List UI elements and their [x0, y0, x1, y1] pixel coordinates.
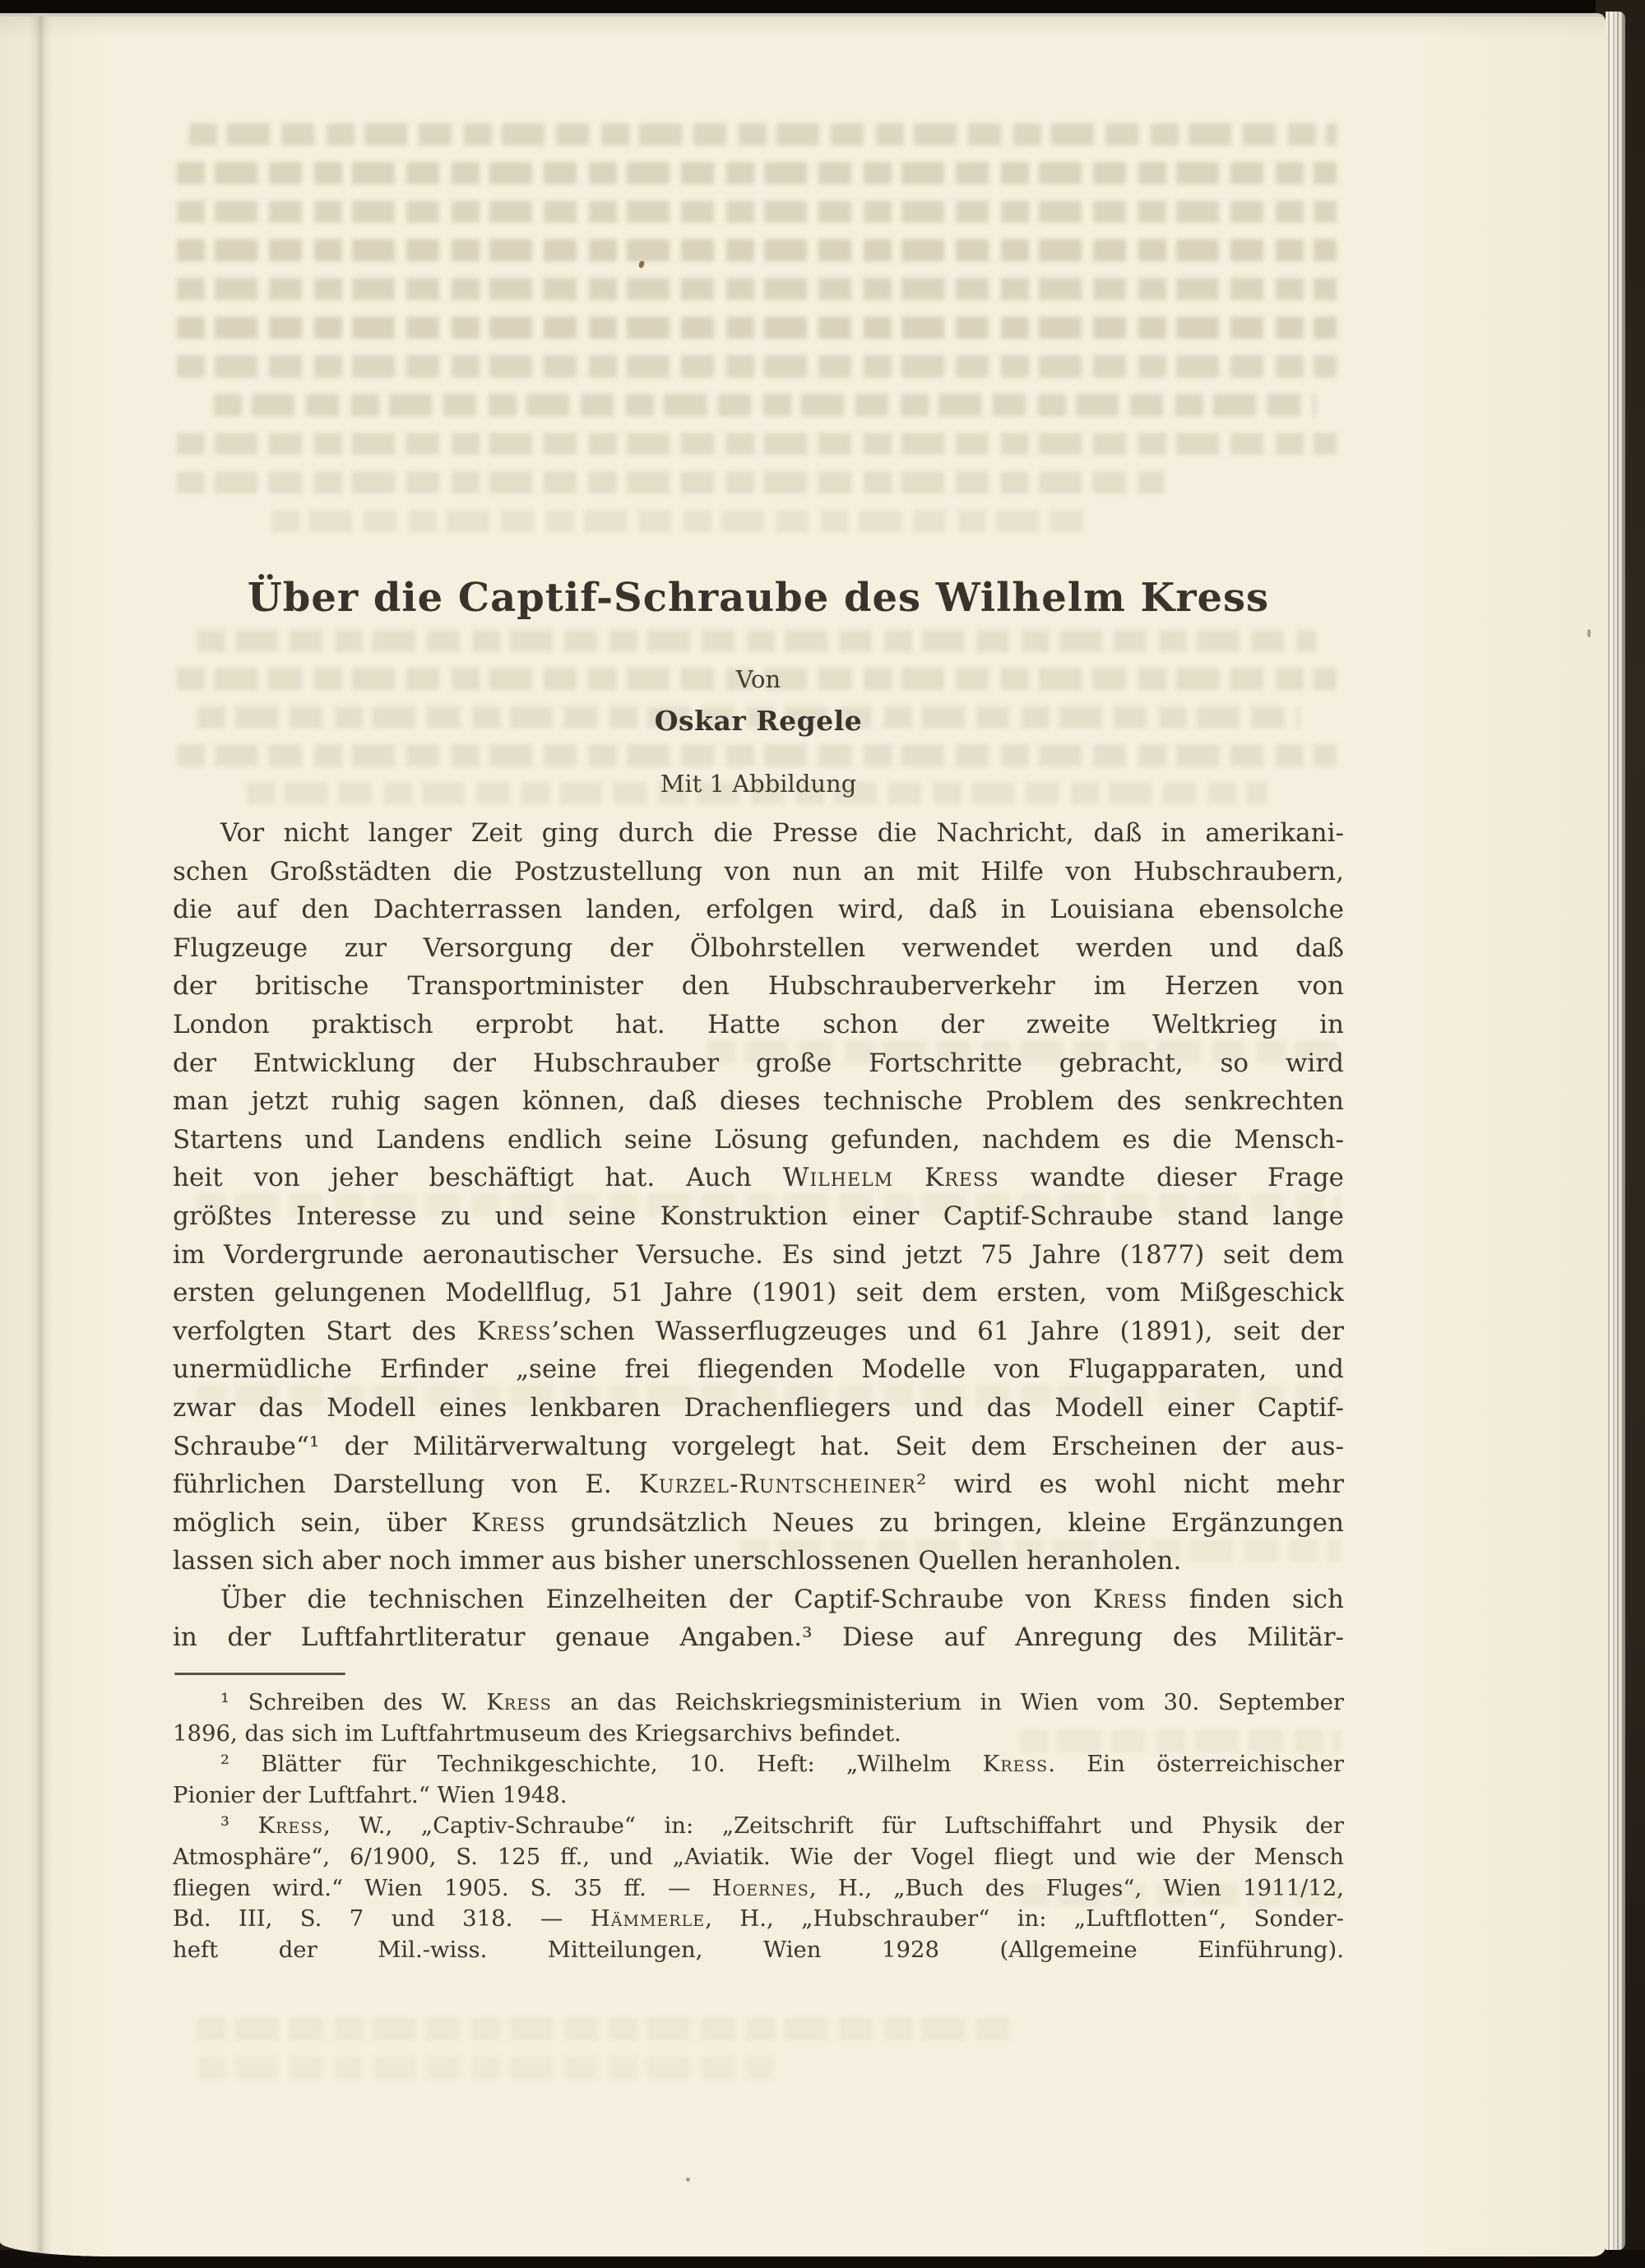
showthrough-line [177, 433, 1337, 455]
book-page [0, 13, 1606, 2256]
page-edge-stack [1606, 12, 1625, 2250]
gutter-crease-shadow [28, 16, 53, 2256]
footnote-line: ² Blätter für Technikgeschichte, 10. Heft: „Wilhelm Kress. Ein österreichischer [220, 1751, 1344, 1778]
article-heading [173, 575, 1344, 798]
author-name: Oskar Regele [654, 705, 863, 737]
body-text-line: der Entwicklung der Hubschrauber große Fortschritte gebracht, so wird [173, 1048, 1344, 1078]
body-text-line: in der Luftfahrtliteratur genaue Angaben.³ Diese auf Anregung des Militär- [173, 1622, 1344, 1653]
showthrough-line [177, 317, 1337, 339]
footnotes [173, 1687, 1344, 1965]
body-text-line: Startens und Landens endlich seine Lösung gefunden, nachdem es die Mensch- [173, 1124, 1344, 1155]
footnote-line: Bd. III, S. 7 und 318. — Hämmerle, H., „Hubschrauber“ in: „Luftflotten“, Sonder- [173, 1905, 1344, 1932]
body-text-line: die auf den Dachterrassen landen, erfolgen wird, daß in Louisiana ebensolche [173, 895, 1344, 925]
small-caps-name: Kress [486, 1689, 552, 1715]
footnote-line: Atmosphäre“, 6/1900, S. 125 ff., und „Aviatik. Wie der Vogel fliegt und wie der Mensch [173, 1843, 1344, 1870]
body-text-line: London praktisch erprobt hat. Hatte schon der zweite Weltkrieg in [173, 1009, 1344, 1039]
illustration-note: Mit 1 Abbildung [660, 770, 857, 798]
article-body [173, 814, 1344, 1657]
small-caps-name: Hoernes [711, 1874, 809, 1901]
small-caps-name: Kress [1093, 1584, 1168, 1614]
small-caps-name: Kress [257, 1812, 324, 1840]
body-text-line: unermüdliche Erfinder „seine frei fliegenden Modelle von Flugapparaten, und [173, 1354, 1344, 1385]
byline-prefix: Von [735, 665, 781, 693]
showthrough-line [271, 510, 1094, 532]
small-caps-name: Kress [982, 1751, 1049, 1778]
body-text-line: der britische Transportminister den Hubschrauberverkehr im Herzen von [173, 971, 1344, 1002]
small-caps-name: Kress [470, 1507, 546, 1538]
showthrough-line [177, 278, 1337, 300]
small-caps-name: Wilhelm [782, 1163, 894, 1193]
showthrough-line [197, 2018, 1020, 2040]
body-text-line: zwar das Modell eines lenkbaren Drachenfliegers und das Modell einer Captif- [173, 1392, 1344, 1423]
paper-speck [638, 260, 646, 269]
showthrough-line [177, 201, 1337, 223]
photo-backdrop-top [0, 0, 1645, 13]
body-text-line: möglich sein, über Kress grundsätzlich Neues zu bringen, kleine Ergänzungen [173, 1507, 1344, 1538]
small-caps-name: Kress [476, 1316, 552, 1346]
showthrough-line [177, 355, 1337, 377]
showthrough-line [177, 471, 1164, 493]
footnote-line: 1896, das sich im Luftfahrtmuseum des Kriegsarchivs befindet. [173, 1720, 901, 1747]
body-text-line: man jetzt ruhig sagen können, daß dieses technische Problem des senkrechten [173, 1086, 1344, 1117]
footnote-line: fliegen wird.“ Wien 1905. S. 35 ff. — Hoernes, H., „Buch des Fluges“, Wien 1911/12, [173, 1874, 1344, 1901]
body-text-line: führlichen Darstellung von E. Kurzel-Runtscheiner² wird es wohl nicht mehr [173, 1470, 1344, 1500]
article-title: Über die Captif-Schraube des Wilhelm Kress [247, 575, 1270, 621]
body-text-line: Vor nicht langer Zeit ging durch die Presse die Nachricht, daß in amerikani- [220, 818, 1344, 848]
footnote-line: Pionier der Luftfahrt.“ Wien 1948. [173, 1781, 568, 1808]
footnote-rule [174, 1673, 345, 1675]
footnote-line: heft der Mil.-wiss. Mitteilungen, Wien 1928 (Allgemeine Einführung). [173, 1936, 1344, 1963]
body-text-line: verfolgten Start des Kress’schen Wasserflugzeuges und 61 Jahre (1891), seit der [173, 1316, 1344, 1346]
paper-speck [1587, 629, 1591, 637]
body-text-line: Schraube“¹ der Militärverwaltung vorgelegt hat. Seit dem Erscheinen der aus- [173, 1431, 1344, 1461]
showthrough-line [197, 2057, 773, 2079]
body-text-line: ersten gelungenen Modellflug, 51 Jahre (1901) seit dem ersten, vom Mißgeschick [173, 1278, 1344, 1308]
showthrough-line [189, 123, 1337, 146]
small-caps-name: Kurzel-Runtscheiner [638, 1470, 916, 1500]
body-text-line: größtes Interesse zu und seine Konstruktion einer Captif-Schraube stand lange [173, 1201, 1344, 1231]
footnote-line: ³ Kress, W., „Captiv-Schraube“ in: „Zeitschrift für Luftschiffahrt und Physik der [220, 1812, 1344, 1840]
showthrough-line [177, 239, 1337, 262]
body-text-line: Über die technischen Einzelheiten der Captif-Schraube von Kress finden sich [220, 1584, 1344, 1614]
paper-speck [686, 2178, 690, 2182]
small-caps-name: Kress [924, 1163, 999, 1193]
body-text-line: heit von jeher beschäftigt hat. Auch Wilhelm Kress wandte dieser Frage [173, 1163, 1344, 1193]
body-text-line: lassen sich aber noch immer aus bisher unerschlossenen Quellen heranholen. [173, 1546, 1182, 1576]
showthrough-line [177, 162, 1337, 184]
small-caps-name: Hämmerle [590, 1905, 706, 1932]
body-text-line: Flugzeuge zur Versorgung der Ölbohrstellen verwendet werden und daß [173, 933, 1344, 963]
showthrough-line [214, 394, 1316, 416]
body-text-line: schen Großstädten die Postzustellung von nun an mit Hilfe von Hubschraubern, [173, 856, 1344, 886]
body-text-line: im Vordergrunde aeronautischer Versuche. Es sind jetzt 75 Jahre (1877) seit dem [173, 1239, 1344, 1270]
footnote-line: ¹ Schreiben des W. Kress an das Reichskriegsministerium in Wien vom 30. September [220, 1689, 1344, 1715]
